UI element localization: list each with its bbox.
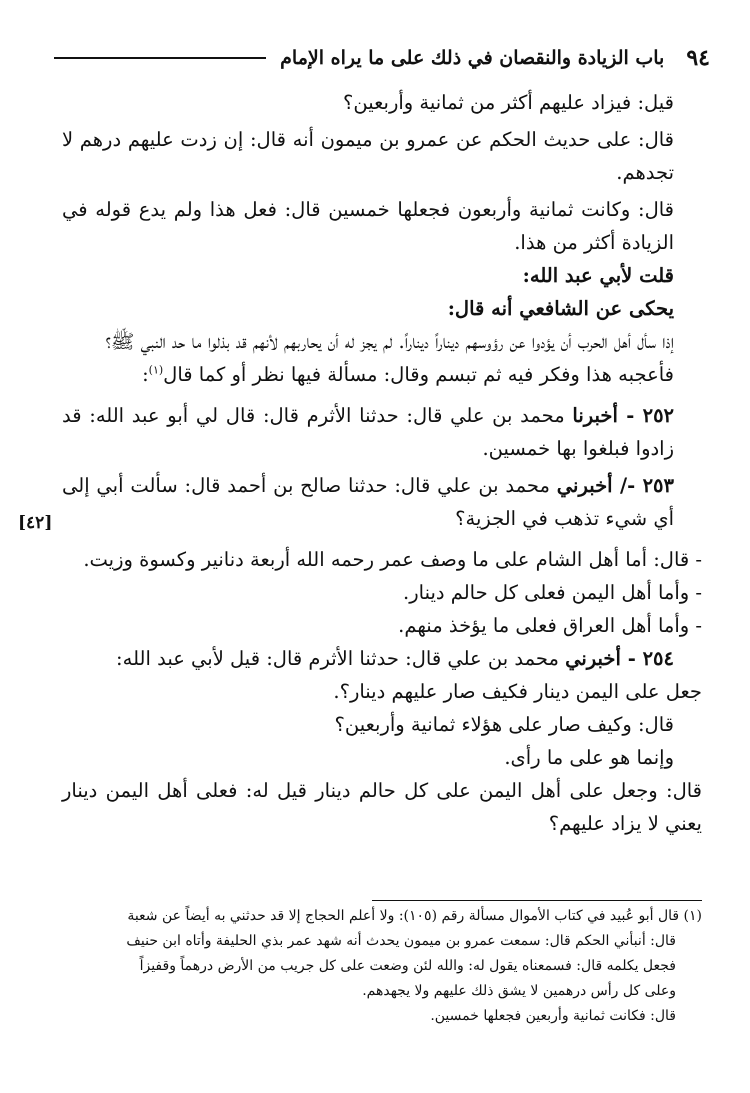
hadith-number: ٢٥٤ - أخبرني [565,647,674,670]
paragraph: قال: على حديث الحكم عن عمرو بن ميمون أنه قال: إن زدت عليهم درهم لا تجدهم. [62,128,674,184]
paragraph: قلت لأبي عبد الله: [522,264,674,287]
page-number: ٩٤ [686,45,710,71]
footnote-line: قال: أنبأني الحكم قال: سمعت عمرو بن ميمون يحدث أنه شهد عمر بذي الحليفة وأتاه ابن حنيف [126,933,676,949]
main-text [62,86,702,840]
hadith-253 [62,469,702,535]
hadith-number: ٢٥٣ -/ أخبرني [556,474,674,497]
hadith-252 [62,399,702,465]
footnote-marker: (١) [148,363,164,377]
hadith-text: محمد بن علي قال: حدثنا صالح بن أحمد قال: سألت أبي إلى أي شيء تذهب في الجزية؟ [62,474,674,530]
list-item: - قال: أما أهل الشام على ما وصف عمر رحمه الله أربعة دنانير وكسوة وزيت. [83,548,702,571]
paragraph: قال: وكانت ثمانية وأربعون فجعلها خمسين قال: فعل هذا ولم يدع قوله في الزيادة أكثر من هذا. [62,198,674,254]
footnote-line: فجعل يكلمه قال: فسمعناه يقول له: والله لئن وضعت على كل جريب من الأرض درهماً وقفيزاً [139,958,676,974]
hadith-254 [62,642,702,675]
list-item: - وأما أهل العراق فعلى ما يؤخذ منهم. [398,614,702,637]
paragraph: وإنما هو على ما رأى. [504,746,674,769]
paragraph [62,358,702,391]
hadith-text: محمد بن علي قال: حدثنا الأثرم قال: قيل لأبي عبد الله: [116,647,559,670]
paragraph: قال: وجعل على أهل اليمن على كل حالم دينار قيل له: فعلى أهل اليمن دينار يعني لا يزاد عليهم؟ [62,779,702,835]
list-item: - وأما أهل اليمن فعلى كل حالم دينار. [403,581,702,604]
footnote-line: قال: فكانت ثمانية وأربعين فجعلها خمسين. [430,1008,676,1024]
margin-page-reference: [٤٢] [18,513,53,533]
header-line [54,57,266,59]
running-header [40,38,710,78]
footnote-rule [372,900,702,901]
hadith-number: ٢٥٢ - أخبرنا [572,404,675,427]
sentence: فأعجبه هذا وفكر فيه ثم تبسم وقال: مسألة فيها نظر أو كما قال [163,363,674,386]
hadith-text: محمد بن علي قال: حدثنا الأثرم قال: قال لي أبو عبد الله: قد زادوا فبلغوا بها خمسين. [62,404,674,460]
paragraph: قال: وكيف صار على هؤلاء ثمانية وأربعين؟ [334,713,674,736]
paragraph: إذا سأل أهل الحرب أن يؤدوا عن رؤوسهم ديناراً ديناراً. لم يجز له أن يحاربهم لأنهم قد بذلوا ما حد النبي ﷺ؟ [105,330,674,353]
chapter-title: باب الزيادة والنقصان في ذلك على ما يراه الإمام [280,47,665,69]
paragraph: جعل على اليمن دينار فكيف صار عليهم دينار؟. [333,680,702,703]
paragraph: قيل: فيزاد عليهم أكثر من ثمانية وأربعين؟ [343,91,674,114]
footnote-line: (١) قال أبو عُبيد في كتاب الأموال مسألة رقم (١٠٥): ولا أعلم الحجاج إلا قد حدثني به أيضاً عن شعبة [127,908,702,924]
footnotes [62,904,702,1029]
paragraph: يحكى عن الشافعي أنه قال: [447,297,674,320]
punctuation: : [142,363,149,386]
footnote-line: وعلى كل رأس درهمين لا يشق ذلك عليهم ولا يجهدهم. [362,983,676,999]
